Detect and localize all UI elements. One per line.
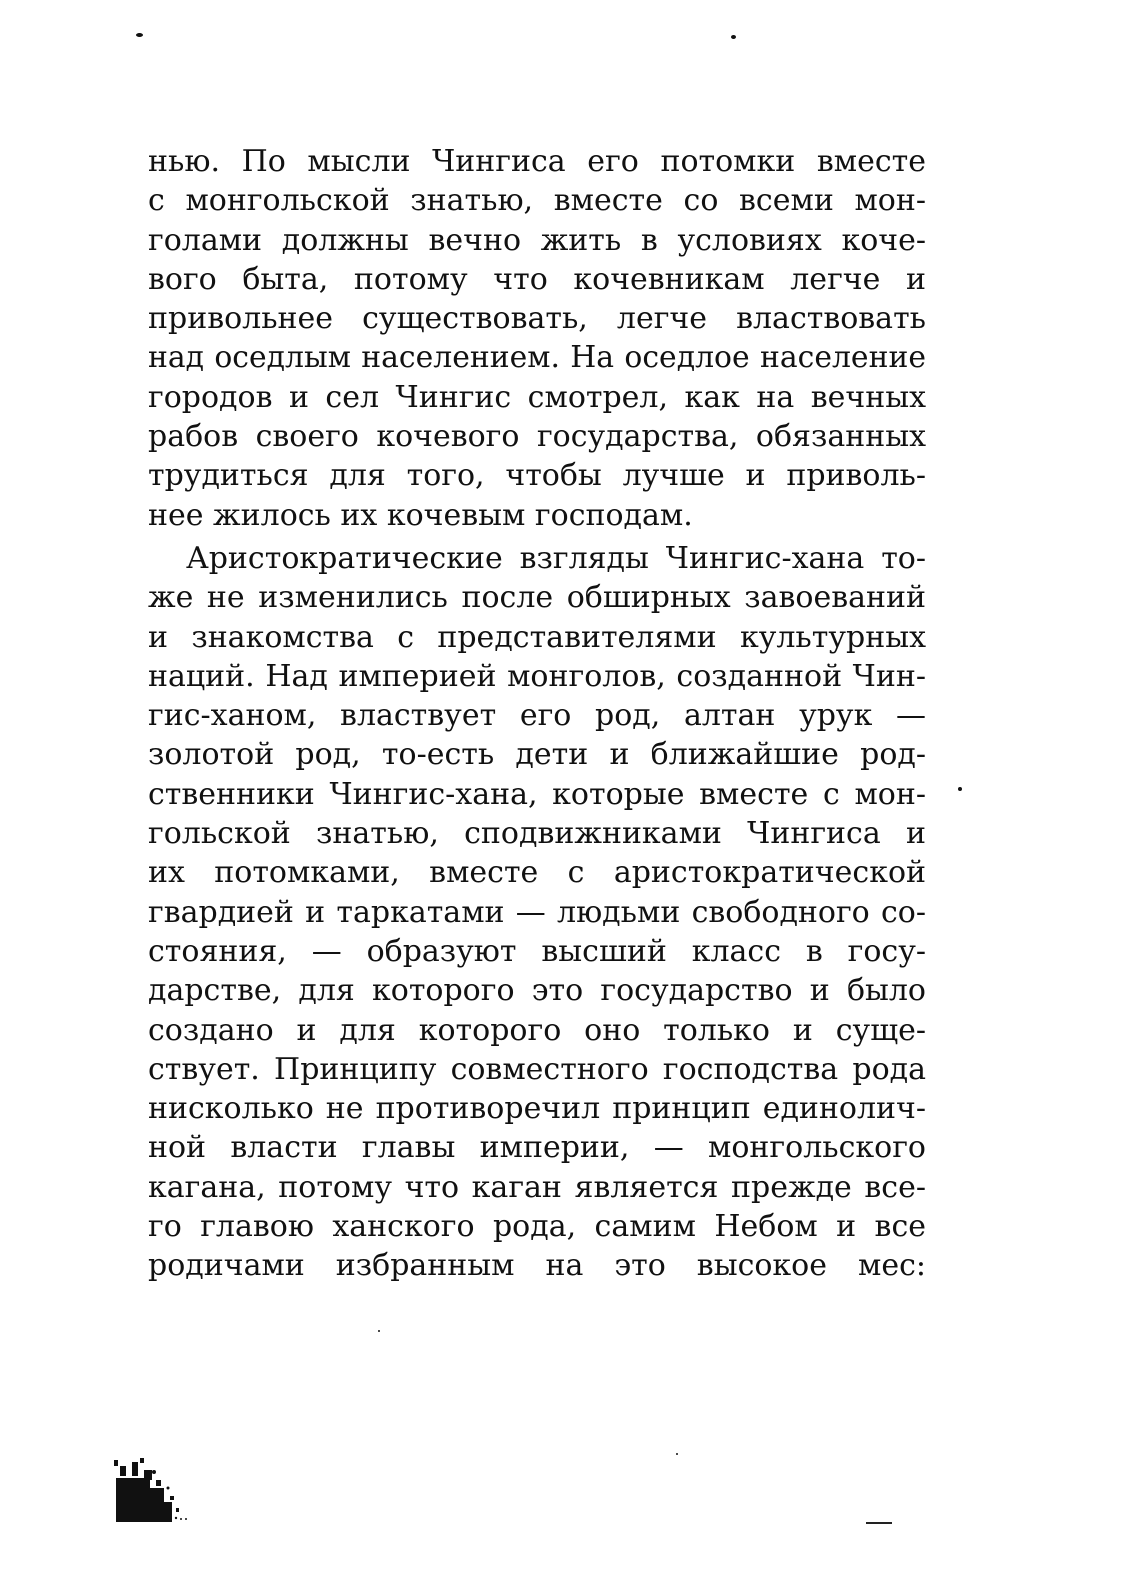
- text-line: дарстве, для которого это государство и было: [148, 973, 926, 1009]
- text-line: нью. По мысли Чингиса его потомки вместе: [148, 144, 926, 179]
- body-text: [148, 142, 926, 1286]
- text-line: ной власти главы империи, — монгольского: [148, 1130, 926, 1166]
- text-line: золотой род, то-есть дети и ближайшие род-: [148, 737, 926, 773]
- print-speck: [676, 1453, 678, 1455]
- text-line: над оседлым населением. На оседлое население: [148, 340, 926, 376]
- text-line: привольнее существовать, легче властвовать: [148, 301, 926, 337]
- text-line: рабов своего кочевого государства, обязанных: [148, 419, 926, 455]
- text-line: их потомками, вместе с аристократической: [148, 855, 926, 891]
- ink-blot: [110, 1458, 190, 1522]
- text-line: ствует. Принципу совместного господства рода: [148, 1051, 926, 1087]
- text-line: с монгольской знатью, вместе со всеми мон-: [148, 183, 926, 219]
- print-speck: [731, 35, 736, 39]
- print-dash: [866, 1522, 892, 1524]
- text-line: ственники Чингис-хана, которые вместе с мон-: [148, 776, 926, 812]
- print-speck: [136, 33, 143, 37]
- text-line: гвардией и таркатами — людьми свободного со-: [148, 894, 926, 930]
- text-line: стояния, — образуют высший класс в госу-: [148, 933, 926, 969]
- text-line: нисколько не противоречил принцип единолич-: [148, 1091, 926, 1127]
- print-speck: [378, 1330, 380, 1332]
- text-line: го главою ханского рода, самим Небом и все: [148, 1209, 926, 1245]
- text-line: нее жилось их кочевым господам.: [148, 497, 693, 533]
- text-line: Аристократические взгляды Чингис-хана то-: [186, 540, 926, 576]
- print-speck: [958, 787, 962, 791]
- text-line: вого быта, потому что кочевникам легче и: [148, 261, 926, 297]
- text-line: гольской знатью, сподвижниками Чингиса и: [148, 816, 926, 852]
- text-line: родичами избранным на это высокое мес:: [148, 1248, 926, 1284]
- text-line: городов и сел Чингис смотрел, как на вечных: [148, 379, 926, 415]
- text-line: трудиться для того, чтобы лучше и приволь-: [148, 458, 926, 494]
- text-line: наций. Над империей монголов, созданной Чин-: [148, 658, 926, 694]
- text-line: создано и для которого оно только и суще-: [148, 1012, 926, 1048]
- text-line: гис-ханом, властвует его род, алтан урук —: [148, 698, 926, 734]
- text-line: кагана, потому что каган является прежде все-: [148, 1169, 926, 1205]
- text-line: и знакомства с представителями культурных: [148, 619, 926, 655]
- text-line: голами должны вечно жить в условиях коче-: [148, 222, 926, 258]
- text-line: же не изменились после обширных завоеваний: [148, 580, 926, 616]
